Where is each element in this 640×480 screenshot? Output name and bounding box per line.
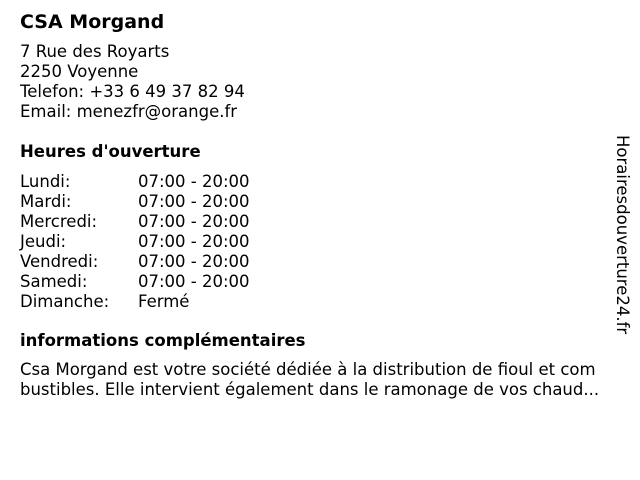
time-range: 07:00 - 20:00 [138, 172, 250, 191]
description-line: bustibles. Elle intervient également dans le ramonage de vos chaud... [20, 380, 600, 399]
time-range: 07:00 - 20:00 [138, 272, 250, 291]
business-card [20, 10, 620, 400]
address-city: 2250 Voyenne [20, 62, 139, 81]
watermark-text: Horairesdouverture24.fr [613, 135, 632, 335]
day-label: Mercredi: [20, 212, 98, 231]
hours-row-wednesday [20, 212, 620, 232]
time-range: Fermé [138, 292, 190, 311]
time-range: 07:00 - 20:00 [138, 232, 250, 251]
time-range: 07:00 - 20:00 [138, 252, 250, 271]
hours-row-sunday [20, 292, 620, 312]
address-street: 7 Rue des Royarts [20, 42, 170, 61]
description-line: Csa Morgand est votre société dédiée à la distribution de fioul et com [20, 360, 596, 379]
day-label: Mardi: [20, 192, 72, 211]
day-label: Vendredi: [20, 252, 99, 271]
hours-table [20, 172, 620, 312]
phone-number: Telefon: +33 6 49 37 82 94 [20, 82, 245, 101]
info-description [20, 360, 620, 400]
business-name: CSA Morgand [20, 11, 165, 33]
info-heading: informations complémentaires [20, 331, 306, 350]
email-address: Email: menezfr@orange.fr [20, 102, 238, 121]
hours-row-friday [20, 252, 620, 272]
day-label: Lundi: [20, 172, 71, 191]
day-label: Samedi: [20, 272, 88, 291]
hours-row-thursday [20, 232, 620, 252]
time-range: 07:00 - 20:00 [138, 212, 250, 231]
hours-heading: Heures d'ouverture [20, 142, 201, 161]
day-label: Jeudi: [20, 232, 67, 251]
contact-block [20, 42, 620, 122]
day-label: Dimanche: [20, 292, 110, 311]
hours-row-monday [20, 172, 620, 192]
hours-row-saturday [20, 272, 620, 292]
time-range: 07:00 - 20:00 [138, 192, 250, 211]
hours-row-tuesday [20, 192, 620, 212]
